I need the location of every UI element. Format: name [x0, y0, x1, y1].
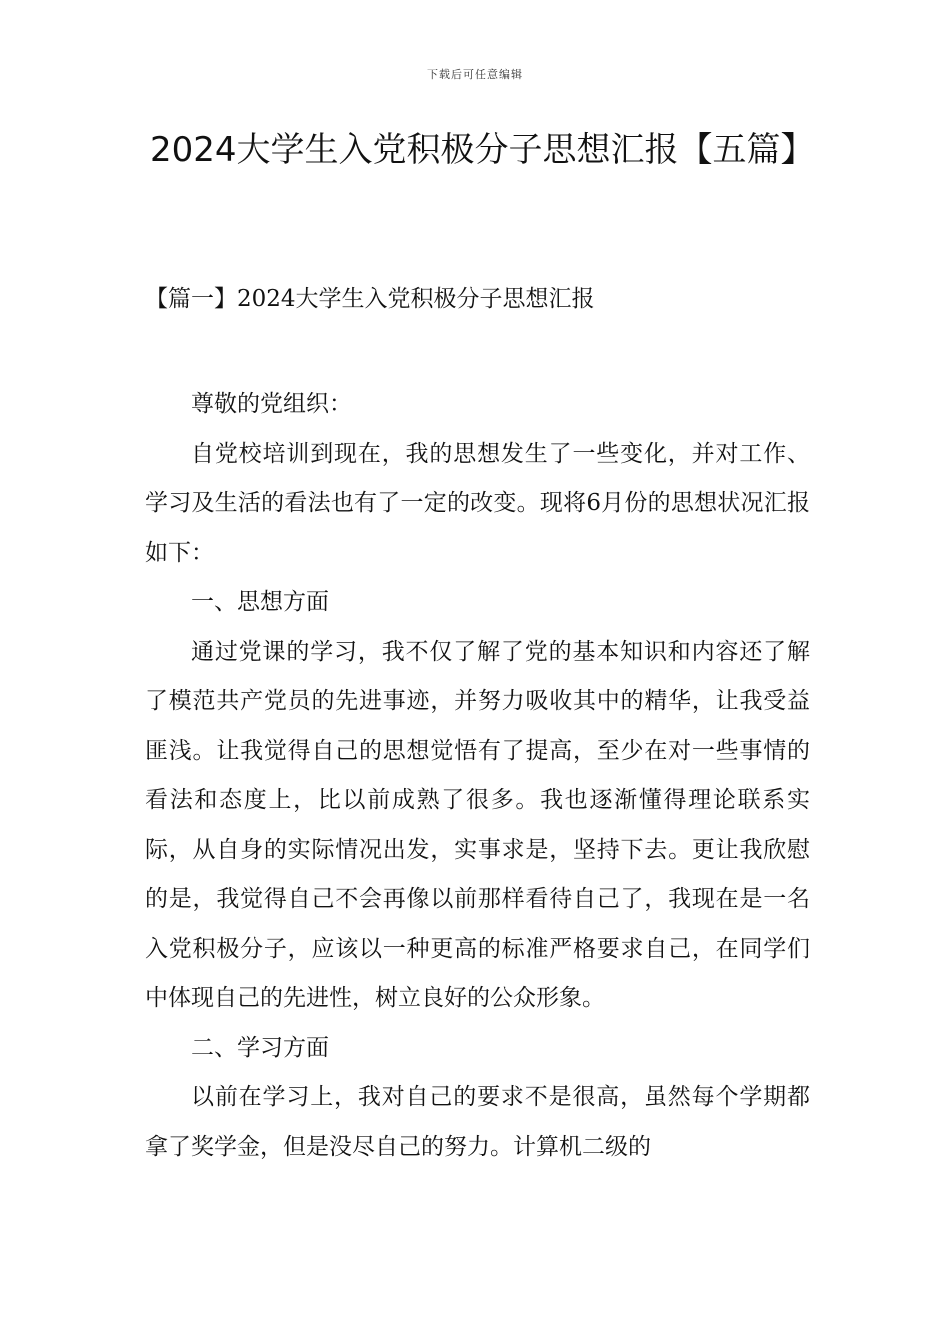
body-text [145, 380, 810, 1172]
subheading-study: 二、学习方面 [191, 1034, 329, 1061]
paragraph-intro: 自党校培训到现在，我的思想发生了一些变化，并对工作、学习及生活的看法也有了一定的改变。现将6月份的思想状况汇报如下： [145, 440, 810, 566]
section-heading: 【篇一】2024大学生入党积极分子思想汇报 [145, 286, 595, 312]
header-note: 下载后可任意编辑 [427, 68, 523, 81]
paragraph-study: 以前在学习上，我对自己的要求不是很高，虽然每个学期都拿了奖学金，但是没尽自己的努力。计算机二级的 [145, 1084, 810, 1160]
paragraph-thought: 通过党课的学习，我不仅了解了党的基本知识和内容还了解了模范共产党员的先进事迹，并努力吸收其中的精华，让我受益匪浅。让我觉得自己的思想觉悟有了提高，至少在对一些事情的看法和态度上，比以前成熟了很多。我也逐渐懂得理论联系实际，从自身的实际情况出发，实事求是，坚持下去。更让我欣慰的是，我觉得自己不会再像以前那样看待自己了，我现在是一名入党积极分子，应该以一种更高的标准严格要求自己，在同学们中体现自己的先进性，树立良好的公众形象。 [145, 638, 810, 1011]
salutation: 尊敬的党组织： [191, 391, 352, 417]
subheading-thought: 一、思想方面 [191, 589, 329, 615]
document-title: 2024大学生入党积极分子思想汇报【五篇】 [150, 130, 815, 170]
